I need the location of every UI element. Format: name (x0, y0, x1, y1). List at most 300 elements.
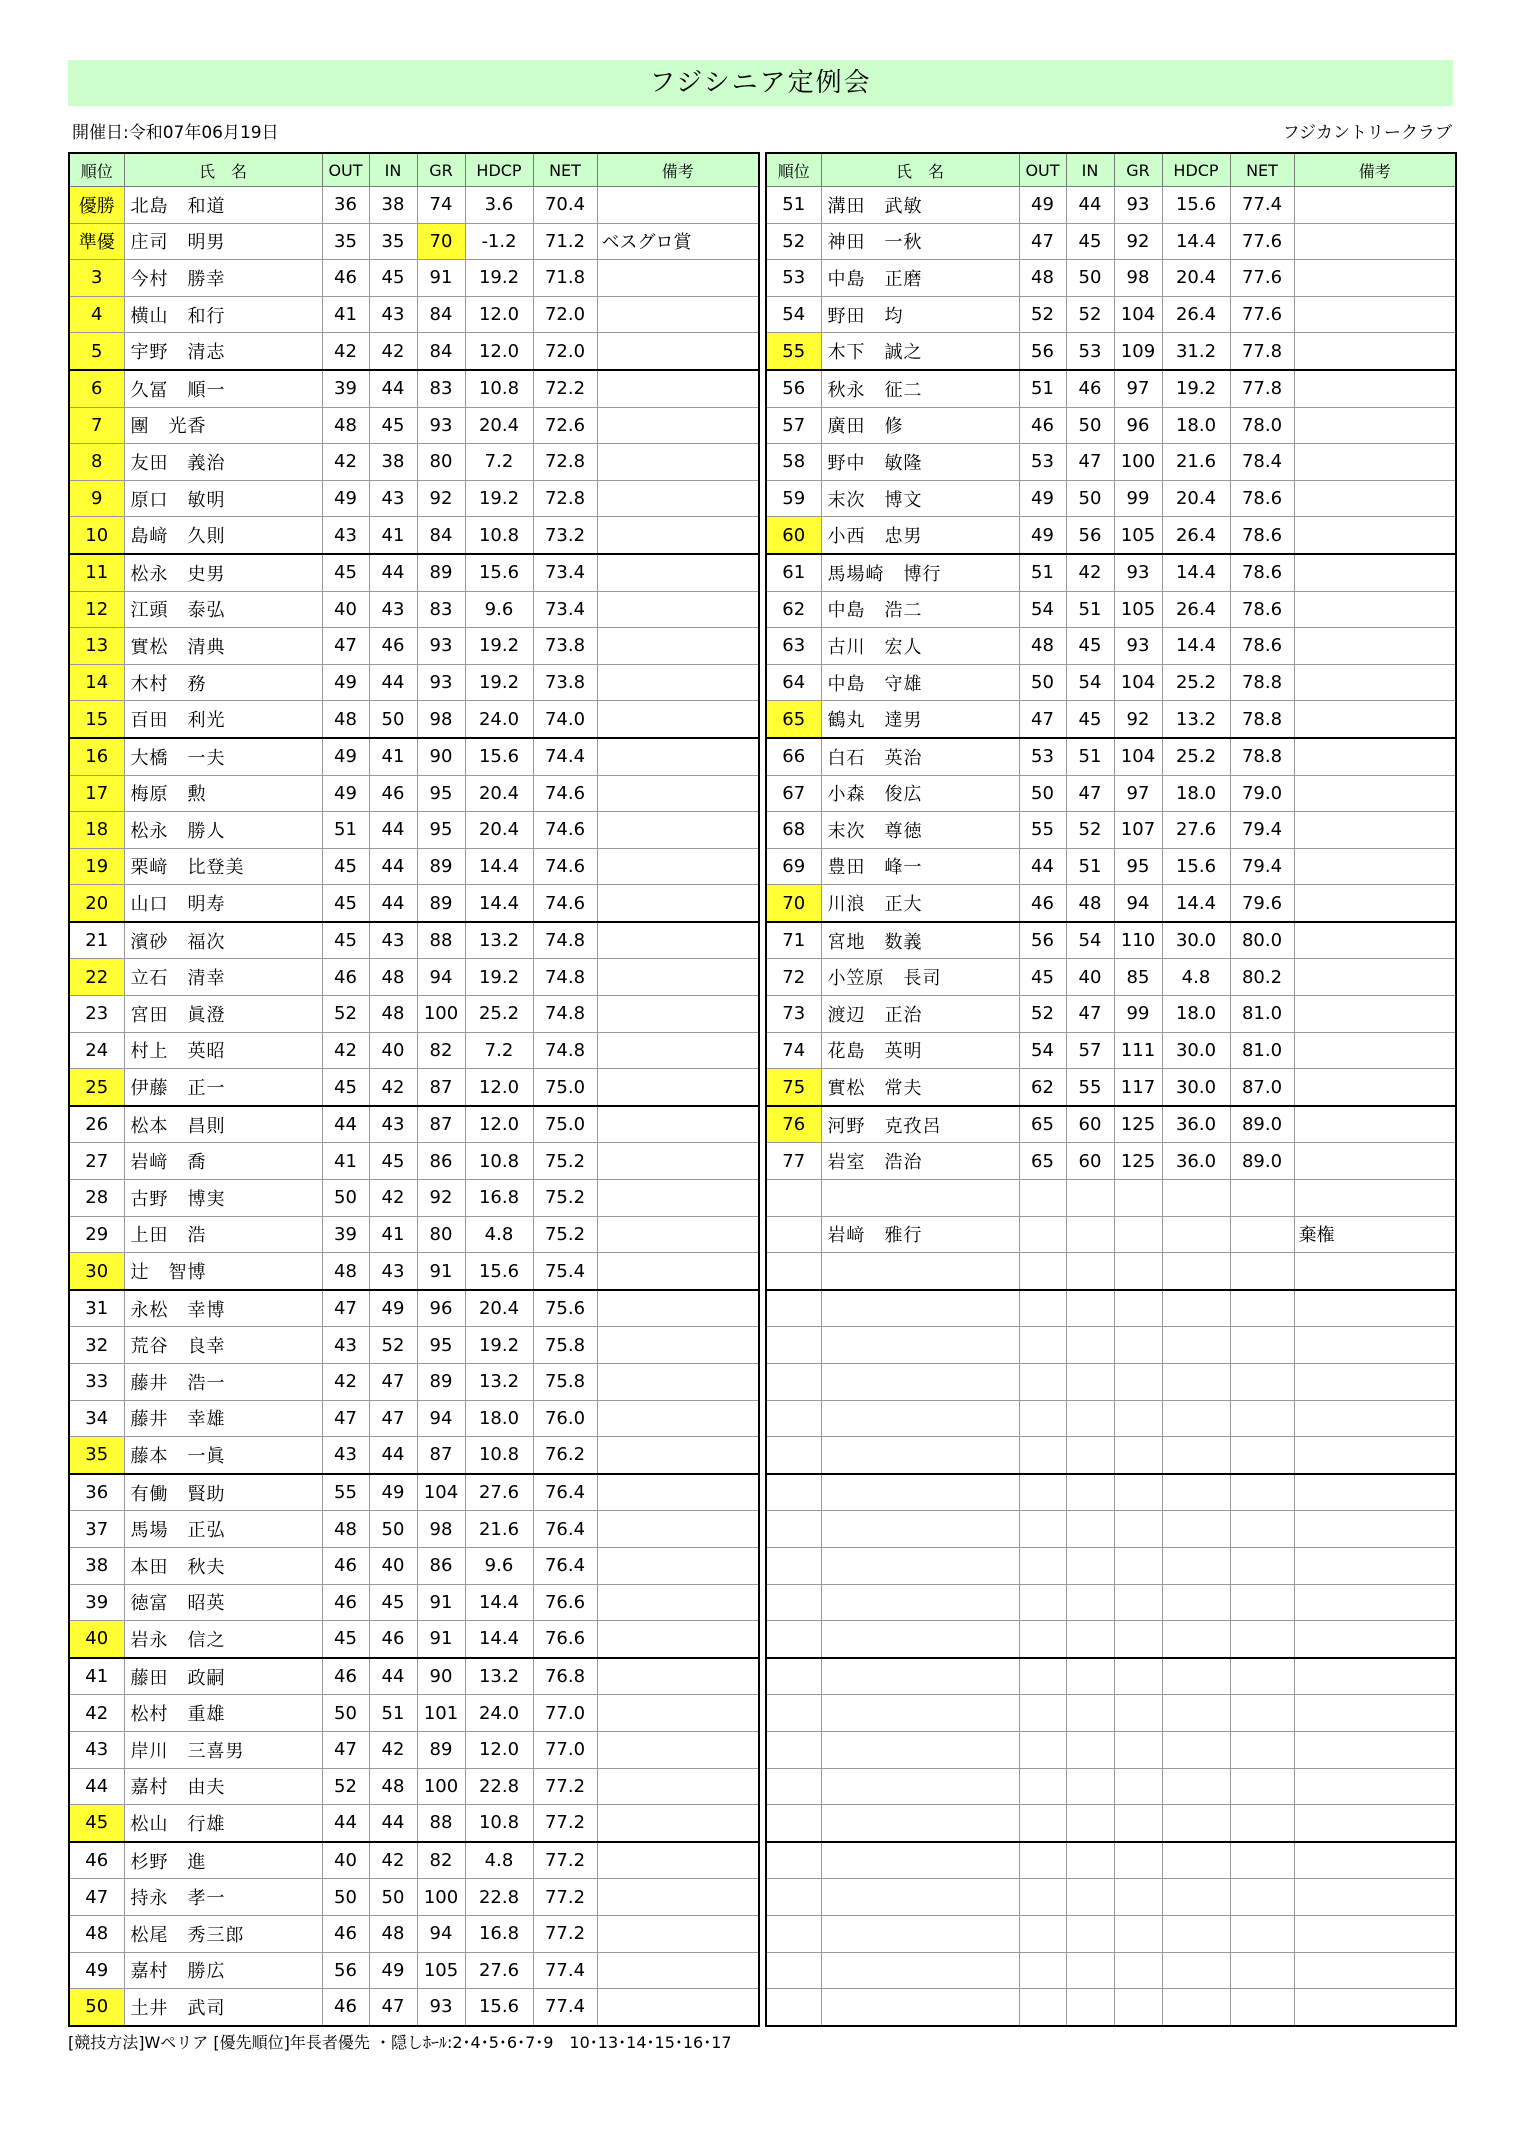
gross-score: 97 (1114, 370, 1162, 407)
player-name: 小西 忠男 (821, 517, 1019, 554)
gross-score: 88 (417, 1805, 465, 1842)
remarks (1294, 1989, 1456, 2026)
remarks (597, 1290, 759, 1327)
player-name (821, 1584, 1019, 1621)
table-row (766, 1879, 1456, 1916)
player-name: 宮田 眞澄 (124, 996, 322, 1033)
in-score (1066, 1842, 1114, 1879)
remarks (597, 1658, 759, 1695)
table-row (766, 1658, 1456, 1695)
player-name: 嘉村 由夫 (124, 1768, 322, 1805)
in-score: 41 (369, 517, 417, 554)
net-score: 78.6 (1230, 628, 1294, 665)
table-row (69, 996, 759, 1033)
net-score (1230, 1180, 1294, 1217)
header-note: 備考 (597, 153, 759, 187)
net-score: 73.4 (533, 554, 597, 591)
rank-cell (766, 1731, 821, 1768)
out-score (1019, 1216, 1066, 1253)
gross-score (1114, 1842, 1162, 1879)
remarks (597, 1032, 759, 1069)
table-row (69, 1437, 759, 1474)
in-score (1066, 1879, 1114, 1916)
remarks (597, 1327, 759, 1364)
table-row (69, 664, 759, 701)
player-name: 岩室 浩治 (821, 1143, 1019, 1180)
rank-cell: 36 (69, 1474, 124, 1511)
in-score: 38 (369, 187, 417, 224)
gross-score: 87 (417, 1069, 465, 1106)
gross-score: 93 (417, 407, 465, 444)
player-name: 實松 常夫 (821, 1069, 1019, 1106)
table-row (69, 1989, 759, 2026)
in-score: 48 (369, 996, 417, 1033)
player-name (821, 1180, 1019, 1217)
gross-score: 88 (417, 922, 465, 959)
remarks (597, 1106, 759, 1143)
rank-cell: 38 (69, 1547, 124, 1584)
net-score: 75.8 (533, 1327, 597, 1364)
gross-score: 85 (1114, 959, 1162, 996)
remarks (1294, 1327, 1456, 1364)
player-name (821, 1731, 1019, 1768)
table-row (766, 959, 1456, 996)
table-row (766, 922, 1456, 959)
rank-cell (766, 1216, 821, 1253)
net-score: 77.8 (1230, 370, 1294, 407)
table-row (69, 775, 759, 812)
handicap: 15.6 (1162, 187, 1230, 224)
table-row (69, 554, 759, 591)
net-score: 74.6 (533, 848, 597, 885)
gross-score: 105 (417, 1952, 465, 1989)
handicap: 4.8 (1162, 959, 1230, 996)
remarks (597, 922, 759, 959)
table-row (69, 1032, 759, 1069)
net-score: 75.2 (533, 1143, 597, 1180)
player-name: 藤本 一眞 (124, 1437, 322, 1474)
handicap (1162, 1658, 1230, 1695)
gross-score: 94 (417, 1915, 465, 1952)
net-score (1230, 1474, 1294, 1511)
table-row (69, 922, 759, 959)
out-score: 47 (322, 1290, 369, 1327)
rank-cell: 19 (69, 848, 124, 885)
out-score: 51 (1019, 370, 1066, 407)
handicap: 12.0 (465, 1106, 533, 1143)
table-row (69, 260, 759, 297)
remarks (597, 296, 759, 333)
rank-cell (766, 1511, 821, 1548)
handicap: 19.2 (465, 959, 533, 996)
in-score (1066, 1695, 1114, 1732)
gross-score (1114, 1437, 1162, 1474)
gross-score: 100 (417, 1879, 465, 1916)
net-score: 79.4 (1230, 848, 1294, 885)
table-row (69, 1952, 759, 1989)
player-name: 藤田 政嗣 (124, 1658, 322, 1695)
gross-score (1114, 1180, 1162, 1217)
net-score: 75.2 (533, 1216, 597, 1253)
in-score (1066, 1805, 1114, 1842)
remarks (597, 1952, 759, 1989)
gross-score: 93 (1114, 187, 1162, 224)
table-row (69, 959, 759, 996)
handicap: 18.0 (465, 1400, 533, 1437)
out-score: 42 (322, 333, 369, 370)
player-name: 横山 和行 (124, 296, 322, 333)
event-date: 開催日:令和07年06月19日 (72, 123, 279, 143)
header-gr: GR (417, 153, 465, 187)
player-name: 原口 敏明 (124, 480, 322, 517)
rank-cell: 22 (69, 959, 124, 996)
rank-cell (766, 1437, 821, 1474)
rank-cell (766, 1805, 821, 1842)
rank-cell: 73 (766, 996, 821, 1033)
rank-cell: 77 (766, 1143, 821, 1180)
table-row (766, 591, 1456, 628)
in-score: 42 (369, 1069, 417, 1106)
net-score: 78.8 (1230, 664, 1294, 701)
table-row (766, 1364, 1456, 1401)
gross-score (1114, 1584, 1162, 1621)
handicap (1162, 1474, 1230, 1511)
player-name (821, 1768, 1019, 1805)
remarks (597, 1364, 759, 1401)
out-score: 40 (322, 591, 369, 628)
gross-score: 95 (417, 812, 465, 849)
net-score (1230, 1511, 1294, 1548)
rank-cell: 43 (69, 1731, 124, 1768)
table-row (766, 1327, 1456, 1364)
net-score: 77.4 (533, 1952, 597, 1989)
table-row (766, 1768, 1456, 1805)
handicap (1162, 1695, 1230, 1732)
out-score: 47 (322, 1731, 369, 1768)
handicap: 12.0 (465, 333, 533, 370)
rank-cell (766, 1989, 821, 2026)
remarks (597, 444, 759, 481)
in-score: 46 (1066, 370, 1114, 407)
player-name: 江頭 泰弘 (124, 591, 322, 628)
rank-cell (766, 1364, 821, 1401)
in-score: 60 (1066, 1106, 1114, 1143)
table-row (766, 1915, 1456, 1952)
handicap: 3.6 (465, 187, 533, 224)
gross-score: 74 (417, 187, 465, 224)
player-name: 辻 智博 (124, 1253, 322, 1290)
rank-cell: 13 (69, 628, 124, 665)
gross-score (1114, 1327, 1162, 1364)
handicap: 4.8 (465, 1842, 533, 1879)
remarks (1294, 1805, 1456, 1842)
player-name: 立石 清幸 (124, 959, 322, 996)
net-score (1230, 1547, 1294, 1584)
remarks (597, 1879, 759, 1916)
remarks (1294, 1879, 1456, 1916)
gross-score (1114, 1290, 1162, 1327)
table-row (766, 1952, 1456, 1989)
net-score: 80.0 (1230, 922, 1294, 959)
in-score (1066, 1915, 1114, 1952)
handicap (1162, 1437, 1230, 1474)
in-score: 45 (369, 1143, 417, 1180)
table-row (766, 1842, 1456, 1879)
player-name: 實松 清典 (124, 628, 322, 665)
remarks (597, 1474, 759, 1511)
rank-cell: 47 (69, 1879, 124, 1916)
out-score: 46 (322, 1658, 369, 1695)
out-score: 49 (1019, 480, 1066, 517)
gross-score: 94 (417, 1400, 465, 1437)
table-row (69, 480, 759, 517)
rank-cell (766, 1180, 821, 1217)
remarks (597, 1437, 759, 1474)
table-row (766, 848, 1456, 885)
gross-score: 89 (417, 848, 465, 885)
net-score: 78.6 (1230, 591, 1294, 628)
table-row (69, 1253, 759, 1290)
handicap: 18.0 (1162, 996, 1230, 1033)
net-score: 81.0 (1230, 996, 1294, 1033)
net-score (1230, 1290, 1294, 1327)
gross-score: 90 (417, 738, 465, 775)
gross-score (1114, 1364, 1162, 1401)
in-score: 35 (369, 223, 417, 260)
player-name: 馬場 正弘 (124, 1511, 322, 1548)
remarks (597, 775, 759, 812)
rank-cell: 44 (69, 1768, 124, 1805)
player-name: 伊藤 正一 (124, 1069, 322, 1106)
gross-score: 92 (417, 480, 465, 517)
in-score: 43 (369, 296, 417, 333)
remarks (1294, 1584, 1456, 1621)
gross-score (1114, 1216, 1162, 1253)
table-row (69, 407, 759, 444)
in-score (1066, 1952, 1114, 1989)
table-row (766, 1253, 1456, 1290)
player-name: 白石 英治 (821, 738, 1019, 775)
remarks (1294, 1290, 1456, 1327)
rank-cell: 3 (69, 260, 124, 297)
rank-cell: 72 (766, 959, 821, 996)
handicap: 20.4 (465, 812, 533, 849)
remarks (1294, 1915, 1456, 1952)
out-score: 44 (1019, 848, 1066, 885)
rank-cell: 39 (69, 1584, 124, 1621)
table-row (766, 260, 1456, 297)
in-score: 47 (369, 1989, 417, 2026)
player-name: 花島 英明 (821, 1032, 1019, 1069)
gross-score (1114, 1952, 1162, 1989)
rank-cell: 57 (766, 407, 821, 444)
gross-score: 86 (417, 1143, 465, 1180)
handicap (1162, 1952, 1230, 1989)
gross-score: 104 (1114, 738, 1162, 775)
remarks (1294, 1511, 1456, 1548)
handicap: 10.8 (465, 1437, 533, 1474)
handicap: 19.2 (465, 664, 533, 701)
rank-cell: 37 (69, 1511, 124, 1548)
remarks (1294, 1106, 1456, 1143)
table-row (766, 1511, 1456, 1548)
handicap: 20.4 (1162, 260, 1230, 297)
in-score (1066, 1290, 1114, 1327)
rank-cell: 7 (69, 407, 124, 444)
in-score: 47 (1066, 996, 1114, 1033)
table-row (766, 628, 1456, 665)
in-score: 42 (1066, 554, 1114, 591)
remarks (597, 738, 759, 775)
net-score: 75.4 (533, 1253, 597, 1290)
player-name: 岸川 三喜男 (124, 1731, 322, 1768)
rank-cell: 21 (69, 922, 124, 959)
in-score: 51 (369, 1695, 417, 1732)
handicap: 20.4 (1162, 480, 1230, 517)
player-name: 上田 浩 (124, 1216, 322, 1253)
out-score: 46 (322, 1584, 369, 1621)
player-name (821, 1695, 1019, 1732)
out-score (1019, 1584, 1066, 1621)
handicap: 15.6 (465, 1989, 533, 2026)
in-score (1066, 1437, 1114, 1474)
gross-score (1114, 1731, 1162, 1768)
table-row (69, 517, 759, 554)
handicap: 13.2 (465, 1364, 533, 1401)
net-score: 76.8 (533, 1658, 597, 1695)
remarks (1294, 480, 1456, 517)
table-row (69, 444, 759, 481)
player-name: 川浪 正大 (821, 885, 1019, 922)
gross-score: 99 (1114, 996, 1162, 1033)
gross-score: 83 (417, 370, 465, 407)
player-name: 北島 和道 (124, 187, 322, 224)
in-score: 45 (1066, 701, 1114, 738)
rank-cell (766, 1253, 821, 1290)
in-score (1066, 1216, 1114, 1253)
remarks (597, 407, 759, 444)
rank-cell: 8 (69, 444, 124, 481)
out-score: 45 (322, 554, 369, 591)
header-name: 氏 名 (124, 153, 322, 187)
handicap: 10.8 (465, 1805, 533, 1842)
net-score: 72.8 (533, 480, 597, 517)
rank-cell (766, 1879, 821, 1916)
net-score (1230, 1731, 1294, 1768)
rank-cell (766, 1400, 821, 1437)
remarks (1294, 1437, 1456, 1474)
table-row (69, 812, 759, 849)
rank-cell: 69 (766, 848, 821, 885)
net-score (1230, 1253, 1294, 1290)
table-row (766, 296, 1456, 333)
out-score: 42 (322, 1032, 369, 1069)
out-score: 49 (322, 480, 369, 517)
handicap: 36.0 (1162, 1106, 1230, 1143)
remarks (597, 1180, 759, 1217)
club-name: フジカントリークラブ (1282, 123, 1452, 143)
in-score: 49 (369, 1290, 417, 1327)
header-rank: 順位 (766, 153, 821, 187)
in-score: 49 (369, 1952, 417, 1989)
handicap: 20.4 (465, 775, 533, 812)
player-name: 野田 均 (821, 296, 1019, 333)
player-name (821, 1253, 1019, 1290)
remarks (597, 1400, 759, 1437)
out-score: 53 (1019, 444, 1066, 481)
net-score: 75.6 (533, 1290, 597, 1327)
in-score: 44 (369, 1658, 417, 1695)
remarks (1294, 1143, 1456, 1180)
rank-cell: 24 (69, 1032, 124, 1069)
gross-score: 87 (417, 1437, 465, 1474)
in-score: 52 (1066, 812, 1114, 849)
net-score: 76.6 (533, 1584, 597, 1621)
net-score: 75.2 (533, 1180, 597, 1217)
handicap: 26.4 (1162, 296, 1230, 333)
rank-cell (766, 1584, 821, 1621)
table-row (69, 1069, 759, 1106)
player-name: 古川 宏人 (821, 628, 1019, 665)
rank-cell: 48 (69, 1915, 124, 1952)
results-body-right (766, 187, 1456, 2026)
out-score: 50 (322, 1180, 369, 1217)
handicap: 27.6 (465, 1474, 533, 1511)
player-name: 藤井 浩一 (124, 1364, 322, 1401)
player-name: 木下 誠之 (821, 333, 1019, 370)
out-score: 65 (1019, 1106, 1066, 1143)
out-score (1019, 1805, 1066, 1842)
player-name: 松村 重雄 (124, 1695, 322, 1732)
rank-cell (766, 1695, 821, 1732)
gross-score: 93 (417, 628, 465, 665)
in-score: 45 (1066, 223, 1114, 260)
handicap (1162, 1327, 1230, 1364)
remarks (597, 1253, 759, 1290)
gross-score (1114, 1879, 1162, 1916)
handicap: 21.6 (465, 1511, 533, 1548)
in-score: 44 (369, 812, 417, 849)
gross-score: 82 (417, 1842, 465, 1879)
table-row (69, 1474, 759, 1511)
gross-score: 93 (1114, 628, 1162, 665)
gross-score: 109 (1114, 333, 1162, 370)
player-name: 藤井 幸雄 (124, 1400, 322, 1437)
in-score (1066, 1731, 1114, 1768)
rank-cell: 25 (69, 1069, 124, 1106)
in-score: 50 (369, 701, 417, 738)
net-score: 72.0 (533, 296, 597, 333)
header-hdcp: HDCP (1162, 153, 1230, 187)
net-score: 72.6 (533, 407, 597, 444)
net-score: 79.4 (1230, 812, 1294, 849)
results-body-left (69, 187, 759, 2026)
out-score (1019, 1658, 1066, 1695)
gross-score (1114, 1915, 1162, 1952)
in-score: 50 (369, 1879, 417, 1916)
table-row (69, 1400, 759, 1437)
table-row (766, 1695, 1456, 1732)
player-name (821, 1437, 1019, 1474)
rank-cell: 35 (69, 1437, 124, 1474)
header-out: OUT (322, 153, 369, 187)
header-rank: 順位 (69, 153, 124, 187)
out-score: 43 (322, 1327, 369, 1364)
handicap: 13.2 (465, 1658, 533, 1695)
gross-score: 94 (1114, 885, 1162, 922)
out-score (1019, 1511, 1066, 1548)
handicap (1162, 1253, 1230, 1290)
